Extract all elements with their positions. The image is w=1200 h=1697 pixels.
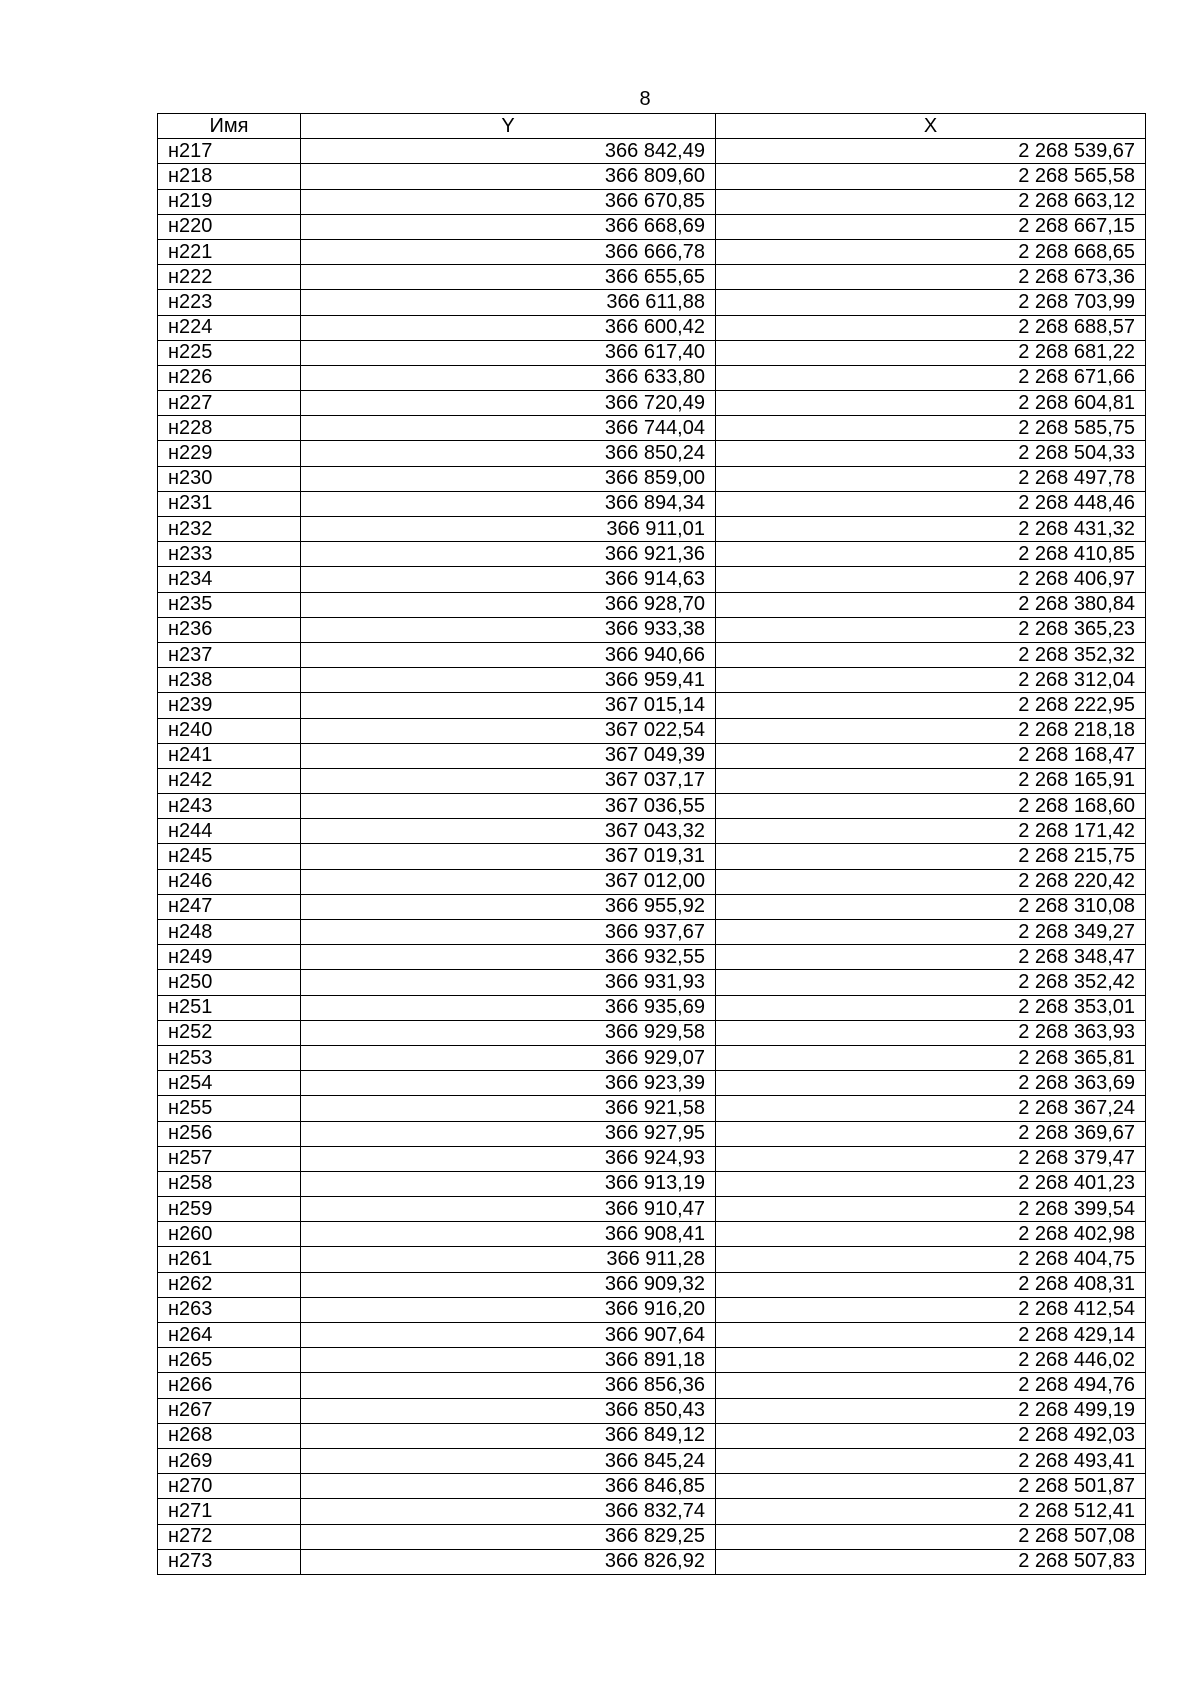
x-coordinate-cell: 2 268 539,67 bbox=[716, 139, 1146, 164]
point-name-cell: н257 bbox=[158, 1146, 301, 1171]
table-row bbox=[158, 164, 1146, 189]
table-row bbox=[158, 1071, 1146, 1096]
table-row bbox=[158, 819, 1146, 844]
y-coordinate-cell: 366 744,04 bbox=[301, 416, 716, 441]
y-coordinate-cell: 366 720,49 bbox=[301, 391, 716, 416]
x-coordinate-cell: 2 268 673,36 bbox=[716, 265, 1146, 290]
point-name-cell: н266 bbox=[158, 1373, 301, 1398]
table-row bbox=[158, 1423, 1146, 1448]
x-coordinate-cell: 2 268 429,14 bbox=[716, 1323, 1146, 1348]
y-coordinate-cell: 366 907,64 bbox=[301, 1323, 716, 1348]
y-coordinate-cell: 366 846,85 bbox=[301, 1474, 716, 1499]
y-coordinate-cell: 366 668,69 bbox=[301, 214, 716, 239]
point-name-cell: н255 bbox=[158, 1096, 301, 1121]
x-coordinate-cell: 2 268 585,75 bbox=[716, 416, 1146, 441]
x-coordinate-cell: 2 268 312,04 bbox=[716, 668, 1146, 693]
table-row bbox=[158, 1323, 1146, 1348]
y-coordinate-cell: 366 955,92 bbox=[301, 894, 716, 919]
x-coordinate-cell: 2 268 507,83 bbox=[716, 1549, 1146, 1574]
point-name-cell: н228 bbox=[158, 416, 301, 441]
table-row bbox=[158, 340, 1146, 365]
table-row bbox=[158, 391, 1146, 416]
x-coordinate-cell: 2 268 349,27 bbox=[716, 920, 1146, 945]
y-coordinate-cell: 366 655,65 bbox=[301, 265, 716, 290]
point-name-cell: н224 bbox=[158, 315, 301, 340]
y-coordinate-cell: 367 036,55 bbox=[301, 794, 716, 819]
y-coordinate-cell: 366 850,43 bbox=[301, 1398, 716, 1423]
point-name-cell: н246 bbox=[158, 869, 301, 894]
y-coordinate-cell: 366 859,00 bbox=[301, 466, 716, 491]
point-name-cell: н230 bbox=[158, 466, 301, 491]
x-coordinate-cell: 2 268 668,65 bbox=[716, 239, 1146, 264]
table-row bbox=[158, 794, 1146, 819]
y-coordinate-cell: 366 909,32 bbox=[301, 1272, 716, 1297]
table-row bbox=[158, 214, 1146, 239]
table-row bbox=[158, 1297, 1146, 1322]
y-coordinate-cell: 366 928,70 bbox=[301, 592, 716, 617]
table-row bbox=[158, 693, 1146, 718]
x-coordinate-cell: 2 268 215,75 bbox=[716, 844, 1146, 869]
x-coordinate-cell: 2 268 681,22 bbox=[716, 340, 1146, 365]
point-name-cell: н223 bbox=[158, 290, 301, 315]
x-coordinate-cell: 2 268 431,32 bbox=[716, 517, 1146, 542]
x-coordinate-cell: 2 268 446,02 bbox=[716, 1348, 1146, 1373]
y-coordinate-cell: 366 908,41 bbox=[301, 1222, 716, 1247]
point-name-cell: н253 bbox=[158, 1045, 301, 1070]
point-name-cell: н263 bbox=[158, 1297, 301, 1322]
table-row bbox=[158, 466, 1146, 491]
table-body bbox=[158, 139, 1146, 1575]
table-row bbox=[158, 1272, 1146, 1297]
point-name-cell: н271 bbox=[158, 1499, 301, 1524]
y-coordinate-cell: 366 937,67 bbox=[301, 920, 716, 945]
y-coordinate-cell: 366 670,85 bbox=[301, 189, 716, 214]
y-coordinate-cell: 366 959,41 bbox=[301, 668, 716, 693]
y-coordinate-cell: 366 600,42 bbox=[301, 315, 716, 340]
point-name-cell: н247 bbox=[158, 894, 301, 919]
point-name-cell: н258 bbox=[158, 1171, 301, 1196]
y-coordinate-cell: 366 849,12 bbox=[301, 1423, 716, 1448]
x-coordinate-cell: 2 268 406,97 bbox=[716, 567, 1146, 592]
x-coordinate-cell: 2 268 497,78 bbox=[716, 466, 1146, 491]
y-coordinate-cell: 366 921,58 bbox=[301, 1096, 716, 1121]
point-name-cell: н249 bbox=[158, 945, 301, 970]
x-coordinate-cell: 2 268 499,19 bbox=[716, 1398, 1146, 1423]
point-name-cell: н272 bbox=[158, 1524, 301, 1549]
table-row bbox=[158, 1398, 1146, 1423]
point-name-cell: н261 bbox=[158, 1247, 301, 1272]
header-name: Имя bbox=[158, 114, 301, 139]
y-coordinate-cell: 366 933,38 bbox=[301, 617, 716, 642]
x-coordinate-cell: 2 268 363,69 bbox=[716, 1071, 1146, 1096]
header-y: Y bbox=[301, 114, 716, 139]
point-name-cell: н256 bbox=[158, 1121, 301, 1146]
point-name-cell: н225 bbox=[158, 340, 301, 365]
x-coordinate-cell: 2 268 688,57 bbox=[716, 315, 1146, 340]
y-coordinate-cell: 366 911,01 bbox=[301, 517, 716, 542]
point-name-cell: н273 bbox=[158, 1549, 301, 1574]
table-row bbox=[158, 642, 1146, 667]
table-row bbox=[158, 718, 1146, 743]
x-coordinate-cell: 2 268 365,81 bbox=[716, 1045, 1146, 1070]
table-row bbox=[158, 1197, 1146, 1222]
x-coordinate-cell: 2 268 367,24 bbox=[716, 1096, 1146, 1121]
x-coordinate-cell: 2 268 171,42 bbox=[716, 819, 1146, 844]
point-name-cell: н220 bbox=[158, 214, 301, 239]
point-name-cell: н236 bbox=[158, 617, 301, 642]
table-row bbox=[158, 1373, 1146, 1398]
point-name-cell: н229 bbox=[158, 441, 301, 466]
y-coordinate-cell: 367 012,00 bbox=[301, 869, 716, 894]
table-row bbox=[158, 189, 1146, 214]
table-row bbox=[158, 1222, 1146, 1247]
y-coordinate-cell: 366 850,24 bbox=[301, 441, 716, 466]
table-row bbox=[158, 1474, 1146, 1499]
table-row bbox=[158, 768, 1146, 793]
header-row bbox=[158, 114, 1146, 139]
y-coordinate-cell: 366 842,49 bbox=[301, 139, 716, 164]
point-name-cell: н221 bbox=[158, 239, 301, 264]
x-coordinate-cell: 2 268 401,23 bbox=[716, 1171, 1146, 1196]
x-coordinate-cell: 2 268 410,85 bbox=[716, 542, 1146, 567]
y-coordinate-cell: 366 914,63 bbox=[301, 567, 716, 592]
point-name-cell: н269 bbox=[158, 1448, 301, 1473]
point-name-cell: н231 bbox=[158, 491, 301, 516]
x-coordinate-cell: 2 268 352,32 bbox=[716, 642, 1146, 667]
table-row bbox=[158, 139, 1146, 164]
x-coordinate-cell: 2 268 348,47 bbox=[716, 945, 1146, 970]
point-name-cell: н234 bbox=[158, 567, 301, 592]
point-name-cell: н262 bbox=[158, 1272, 301, 1297]
y-coordinate-cell: 366 932,55 bbox=[301, 945, 716, 970]
x-coordinate-cell: 2 268 408,31 bbox=[716, 1272, 1146, 1297]
point-name-cell: н222 bbox=[158, 265, 301, 290]
point-name-cell: н265 bbox=[158, 1348, 301, 1373]
table-row bbox=[158, 1549, 1146, 1574]
y-coordinate-cell: 367 019,31 bbox=[301, 844, 716, 869]
table-row bbox=[158, 894, 1146, 919]
y-coordinate-cell: 366 913,19 bbox=[301, 1171, 716, 1196]
x-coordinate-cell: 2 268 220,42 bbox=[716, 869, 1146, 894]
table-row bbox=[158, 365, 1146, 390]
y-coordinate-cell: 366 924,93 bbox=[301, 1146, 716, 1171]
point-name-cell: н240 bbox=[158, 718, 301, 743]
y-coordinate-cell: 367 022,54 bbox=[301, 718, 716, 743]
y-coordinate-cell: 366 666,78 bbox=[301, 239, 716, 264]
point-name-cell: н251 bbox=[158, 995, 301, 1020]
table-row bbox=[158, 1020, 1146, 1045]
point-name-cell: н244 bbox=[158, 819, 301, 844]
table-row bbox=[158, 617, 1146, 642]
table-row bbox=[158, 869, 1146, 894]
y-coordinate-cell: 367 015,14 bbox=[301, 693, 716, 718]
y-coordinate-cell: 366 923,39 bbox=[301, 1071, 716, 1096]
table-row bbox=[158, 970, 1146, 995]
x-coordinate-cell: 2 268 504,33 bbox=[716, 441, 1146, 466]
table-row bbox=[158, 416, 1146, 441]
x-coordinate-cell: 2 268 512,41 bbox=[716, 1499, 1146, 1524]
y-coordinate-cell: 366 633,80 bbox=[301, 365, 716, 390]
point-name-cell: н248 bbox=[158, 920, 301, 945]
point-name-cell: н270 bbox=[158, 1474, 301, 1499]
point-name-cell: н241 bbox=[158, 743, 301, 768]
x-coordinate-cell: 2 268 365,23 bbox=[716, 617, 1146, 642]
table-row bbox=[158, 542, 1146, 567]
y-coordinate-cell: 366 929,07 bbox=[301, 1045, 716, 1070]
y-coordinate-cell: 366 931,93 bbox=[301, 970, 716, 995]
table-row bbox=[158, 265, 1146, 290]
y-coordinate-cell: 366 617,40 bbox=[301, 340, 716, 365]
y-coordinate-cell: 366 826,92 bbox=[301, 1549, 716, 1574]
table-row bbox=[158, 239, 1146, 264]
point-name-cell: н252 bbox=[158, 1020, 301, 1045]
point-name-cell: н226 bbox=[158, 365, 301, 390]
table-row bbox=[158, 1247, 1146, 1272]
point-name-cell: н235 bbox=[158, 592, 301, 617]
x-coordinate-cell: 2 268 501,87 bbox=[716, 1474, 1146, 1499]
point-name-cell: н260 bbox=[158, 1222, 301, 1247]
table-row bbox=[158, 1524, 1146, 1549]
y-coordinate-cell: 366 894,34 bbox=[301, 491, 716, 516]
table-row bbox=[158, 1499, 1146, 1524]
table-row bbox=[158, 592, 1146, 617]
table-row bbox=[158, 945, 1146, 970]
x-coordinate-cell: 2 268 168,47 bbox=[716, 743, 1146, 768]
table-row bbox=[158, 517, 1146, 542]
table-row bbox=[158, 668, 1146, 693]
y-coordinate-cell: 366 891,18 bbox=[301, 1348, 716, 1373]
y-coordinate-cell: 366 927,95 bbox=[301, 1121, 716, 1146]
table-row bbox=[158, 491, 1146, 516]
point-name-cell: н243 bbox=[158, 794, 301, 819]
point-name-cell: н219 bbox=[158, 189, 301, 214]
y-coordinate-cell: 366 921,36 bbox=[301, 542, 716, 567]
point-name-cell: н254 bbox=[158, 1071, 301, 1096]
point-name-cell: н232 bbox=[158, 517, 301, 542]
table-row bbox=[158, 290, 1146, 315]
y-coordinate-cell: 366 910,47 bbox=[301, 1197, 716, 1222]
table-row bbox=[158, 1448, 1146, 1473]
x-coordinate-cell: 2 268 222,95 bbox=[716, 693, 1146, 718]
y-coordinate-cell: 366 856,36 bbox=[301, 1373, 716, 1398]
table-row bbox=[158, 995, 1146, 1020]
x-coordinate-cell: 2 268 218,18 bbox=[716, 718, 1146, 743]
table-row bbox=[158, 1045, 1146, 1070]
table-row bbox=[158, 844, 1146, 869]
x-coordinate-cell: 2 268 168,60 bbox=[716, 794, 1146, 819]
table-row bbox=[158, 1121, 1146, 1146]
point-name-cell: н237 bbox=[158, 642, 301, 667]
point-name-cell: н242 bbox=[158, 768, 301, 793]
header-x: X bbox=[716, 114, 1146, 139]
y-coordinate-cell: 366 935,69 bbox=[301, 995, 716, 1020]
point-name-cell: н218 bbox=[158, 164, 301, 189]
x-coordinate-cell: 2 268 671,66 bbox=[716, 365, 1146, 390]
x-coordinate-cell: 2 268 565,58 bbox=[716, 164, 1146, 189]
x-coordinate-cell: 2 268 604,81 bbox=[716, 391, 1146, 416]
point-name-cell: н217 bbox=[158, 139, 301, 164]
x-coordinate-cell: 2 268 399,54 bbox=[716, 1197, 1146, 1222]
table-row bbox=[158, 1171, 1146, 1196]
table-row bbox=[158, 1096, 1146, 1121]
y-coordinate-cell: 367 049,39 bbox=[301, 743, 716, 768]
x-coordinate-cell: 2 268 493,41 bbox=[716, 1448, 1146, 1473]
table-row bbox=[158, 1348, 1146, 1373]
x-coordinate-cell: 2 268 402,98 bbox=[716, 1222, 1146, 1247]
table-row bbox=[158, 567, 1146, 592]
point-name-cell: н239 bbox=[158, 693, 301, 718]
y-coordinate-cell: 366 845,24 bbox=[301, 1448, 716, 1473]
point-name-cell: н259 bbox=[158, 1197, 301, 1222]
x-coordinate-cell: 2 268 165,91 bbox=[716, 768, 1146, 793]
table-row bbox=[158, 1146, 1146, 1171]
point-name-cell: н250 bbox=[158, 970, 301, 995]
y-coordinate-cell: 366 832,74 bbox=[301, 1499, 716, 1524]
table-row bbox=[158, 315, 1146, 340]
coordinates-table bbox=[157, 113, 1146, 1575]
table-header bbox=[158, 114, 1146, 139]
x-coordinate-cell: 2 268 507,08 bbox=[716, 1524, 1146, 1549]
x-coordinate-cell: 2 268 404,75 bbox=[716, 1247, 1146, 1272]
y-coordinate-cell: 366 829,25 bbox=[301, 1524, 716, 1549]
point-name-cell: н264 bbox=[158, 1323, 301, 1348]
x-coordinate-cell: 2 268 353,01 bbox=[716, 995, 1146, 1020]
x-coordinate-cell: 2 268 663,12 bbox=[716, 189, 1146, 214]
table-row bbox=[158, 441, 1146, 466]
x-coordinate-cell: 2 268 369,67 bbox=[716, 1121, 1146, 1146]
x-coordinate-cell: 2 268 379,47 bbox=[716, 1146, 1146, 1171]
x-coordinate-cell: 2 268 412,54 bbox=[716, 1297, 1146, 1322]
y-coordinate-cell: 366 911,28 bbox=[301, 1247, 716, 1272]
point-name-cell: н268 bbox=[158, 1423, 301, 1448]
x-coordinate-cell: 2 268 352,42 bbox=[716, 970, 1146, 995]
x-coordinate-cell: 2 268 494,76 bbox=[716, 1373, 1146, 1398]
table-row bbox=[158, 743, 1146, 768]
y-coordinate-cell: 367 043,32 bbox=[301, 819, 716, 844]
point-name-cell: н233 bbox=[158, 542, 301, 567]
x-coordinate-cell: 2 268 363,93 bbox=[716, 1020, 1146, 1045]
page-number: 8 bbox=[639, 88, 651, 110]
point-name-cell: н267 bbox=[158, 1398, 301, 1423]
x-coordinate-cell: 2 268 380,84 bbox=[716, 592, 1146, 617]
y-coordinate-cell: 366 916,20 bbox=[301, 1297, 716, 1322]
y-coordinate-cell: 366 929,58 bbox=[301, 1020, 716, 1045]
y-coordinate-cell: 366 611,88 bbox=[301, 290, 716, 315]
x-coordinate-cell: 2 268 703,99 bbox=[716, 290, 1146, 315]
y-coordinate-cell: 366 809,60 bbox=[301, 164, 716, 189]
point-name-cell: н245 bbox=[158, 844, 301, 869]
point-name-cell: н227 bbox=[158, 391, 301, 416]
x-coordinate-cell: 2 268 448,46 bbox=[716, 491, 1146, 516]
y-coordinate-cell: 366 940,66 bbox=[301, 642, 716, 667]
x-coordinate-cell: 2 268 492,03 bbox=[716, 1423, 1146, 1448]
x-coordinate-cell: 2 268 310,08 bbox=[716, 894, 1146, 919]
x-coordinate-cell: 2 268 667,15 bbox=[716, 214, 1146, 239]
point-name-cell: н238 bbox=[158, 668, 301, 693]
y-coordinate-cell: 367 037,17 bbox=[301, 768, 716, 793]
table-row bbox=[158, 920, 1146, 945]
